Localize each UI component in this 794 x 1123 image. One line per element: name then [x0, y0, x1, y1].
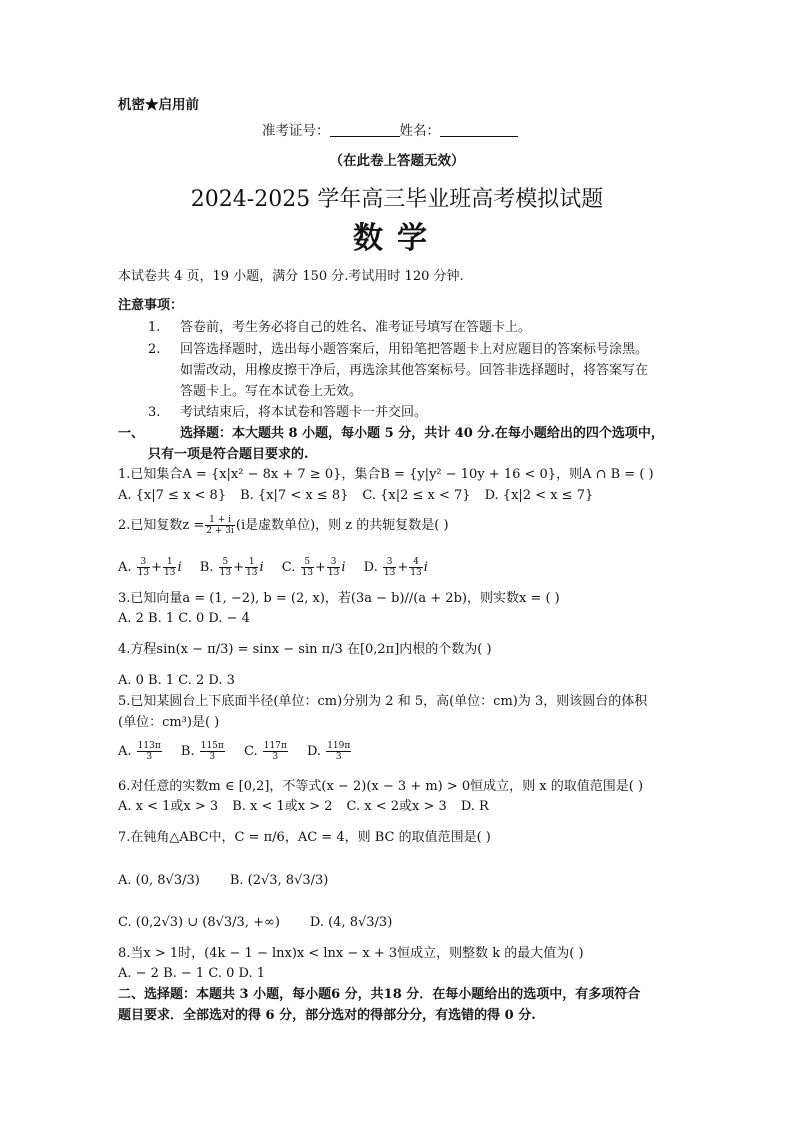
section2-heading-line2: 题目要求．全部选对的得 6 分，部分选对的得部分分，有选错的得 0 分. [118, 1008, 536, 1023]
question-4-options[interactable]: A. 0 B. 1 C. 2 D. 3 [118, 673, 235, 688]
name-blank[interactable] [440, 122, 518, 137]
option-a[interactable]: A. {x|7 ≤ x < 8} [118, 488, 227, 503]
option-b[interactable]: B. (2√3, 8√3/3) [229, 873, 329, 888]
question-7: 7.在钝角△ABC中，C = π/6，AC = 4，则 BC 的取值范围是( ) [118, 830, 491, 845]
option-c[interactable]: C. $\frac{117\pi}{3}$ [243, 741, 287, 762]
option-c[interactable]: C. x < 2或x > 3 [346, 799, 447, 814]
notes-heading: 注意事项： [118, 298, 184, 313]
question-4: 4.方程sin(x − π/3) = sinx − sin π/3 在[0,2π]内根的个数为( ) [118, 642, 492, 657]
note-item-2-line2: 如需改动，用橡皮擦干净后，再选涂其他答案标号。回答非选择题时，将答案写在 [180, 363, 649, 378]
section2-heading: 二、选择题：本题共 3 小题，每小题6 分，共18 分．在每小题给出的选项中，有多项符合 [118, 987, 641, 1002]
note-item-2: 2. 回答选择题时，选出每小题答案后，用铅笔把答题卡上对应题目的答案标号涂黑。 [148, 342, 649, 357]
question-8-options[interactable]: A. − 2 B. − 1 C. 0 D. 1 [118, 966, 265, 981]
option-a[interactable]: A. $\frac{3}{13}$ + $\frac{1}{13}$ i [118, 557, 182, 578]
note-item-2-line3: 答题卡上。写在本试卷上无效。 [180, 384, 363, 399]
exam-title: 2024-2025 学年高三毕业班高考模拟试题 [190, 187, 604, 212]
option-d[interactable]: D. $\frac{119\pi}{3}$ [306, 741, 351, 762]
question-8: 8.当x > 1时，(4k − 1 − lnx)x < lnx − x + 3恒成立，则整数 k 的最大值为( ) [118, 946, 584, 961]
option-d[interactable]: D. {x|2 < x ≤ 7} [484, 488, 594, 503]
question-3-options[interactable]: A. 2 B. 1 C. 0 D. − 4 [118, 611, 250, 626]
invalid-note: （在此卷上答题无效） [329, 153, 465, 169]
subject-title: 数学 [353, 221, 441, 256]
note-item-3: 3. 考试结束后，将本试卷和答题卡一并交回。 [148, 405, 428, 420]
option-c[interactable]: C. (0,2√3) ∪ (8√3/3, +∞) [118, 915, 280, 930]
question-3: 3.已知向量a = (1, −2), b = (2, x)，若(3a − b)//(a + 2b)，则实数x = ( ) [118, 591, 560, 606]
option-d[interactable]: D. (4, 8√3/3) [309, 915, 393, 930]
exam-id-label: 准考证号： [262, 123, 330, 139]
option-a[interactable]: A. (0, 8√3/3) [118, 873, 200, 888]
secret-label: 机密★启用前 [118, 97, 199, 113]
section1-heading: 一、 选择题：本大题共 8 小题，每小题 5 分，共计 40 分.在每小题给出的四个选项中， [118, 426, 664, 441]
question-6-options [118, 798, 503, 816]
question-1-options [118, 487, 607, 505]
section1-heading-line2: 只有一项是符合题目要求的. [148, 447, 309, 462]
option-c[interactable]: C. $\frac{5}{13}$ + $\frac{3}{13}$ i [281, 557, 346, 578]
question-5-options [118, 740, 366, 764]
question-1: 1.已知集合A = {x|x² − 8x + 7 ≥ 0}，集合B = {y|y² − 10y + 16 < 0}，则A ∩ B = ( ) [118, 467, 654, 482]
question-2: 2.已知复数z = $\frac{1 + i}{2 + 3i}$ (i是虚数单位)，则 z 的共轭复数是( ) [118, 515, 449, 536]
note-item-1: 1. 答卷前，考生务必将自己的姓名、准考证号填写在答题卡上。 [148, 320, 532, 335]
option-b[interactable]: B. {x|7 < x ≤ 8} [240, 488, 349, 503]
name-label: 姓名： [399, 123, 440, 139]
intro-text: 本试卷共 4 页，19 小题，满分 150 分.考试用时 120 分钟. [118, 269, 464, 284]
question-2-options [118, 556, 442, 580]
fraction: $\frac{1 + i}{2 + 3i}$ [206, 515, 234, 536]
option-c[interactable]: C. {x|2 ≤ x < 7} [362, 488, 471, 503]
question-7-options-cd [118, 914, 406, 932]
option-b[interactable]: B. $\frac{115\pi}{3}$ [180, 741, 224, 762]
question-6: 6.对任意的实数m ∈ [0,2]，不等式(x − 2)(x − 3 + m) > 0恒成立，则 x 的取值范围是( ) [118, 779, 644, 794]
exam-id-blank[interactable] [330, 122, 400, 137]
option-d[interactable]: D. $\frac{3}{13}$ + $\frac{4}{13}$ i [363, 557, 428, 578]
option-a[interactable]: A. $\frac{113\pi}{3}$ [118, 741, 161, 762]
option-b[interactable]: B. $\frac{5}{13}$ + $\frac{1}{13}$ i [199, 557, 264, 578]
question-5-line2: (单位：cm³)是( ) [118, 715, 220, 730]
option-d[interactable]: D. R [460, 799, 489, 814]
exam-id-row [262, 122, 518, 140]
option-b[interactable]: B. x < 1或x > 2 [232, 799, 333, 814]
option-a[interactable]: A. x < 1或x > 3 [118, 799, 219, 814]
question-5: 5.已知某圆台上下底面半径(单位：cm)分别为 2 和 5，高(单位：cm)为 3，则该圆台的体积 [118, 694, 648, 709]
question-7-options-ab [118, 872, 342, 890]
